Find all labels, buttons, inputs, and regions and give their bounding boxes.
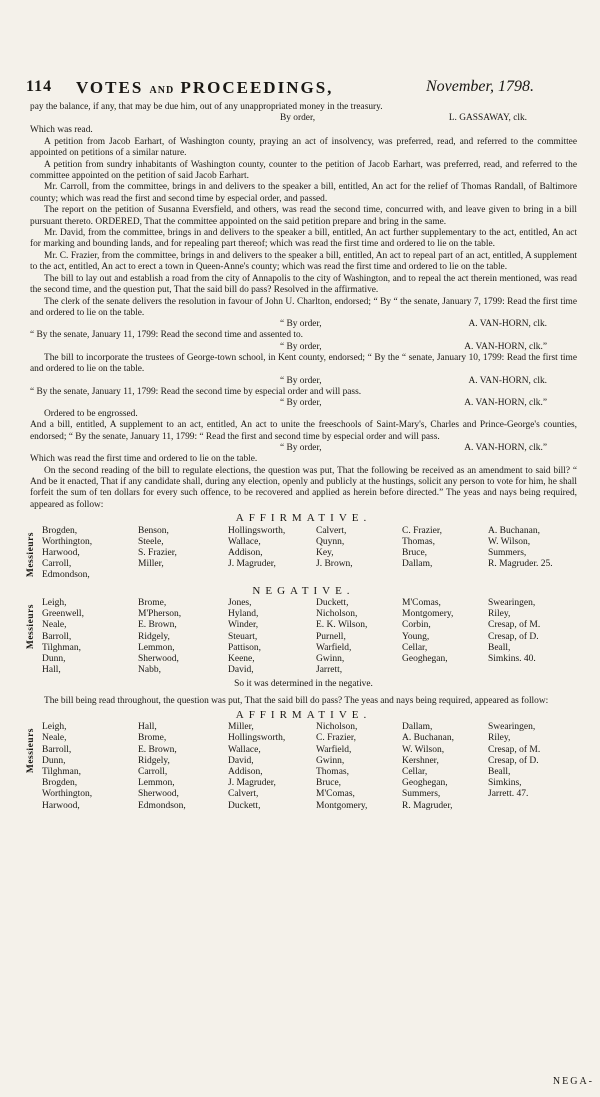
paragraph: pay the balance, if any, that may be due him, out of any unappropriated money in the treasury. <box>30 102 383 112</box>
voter-name: Lemmon, <box>138 778 175 789</box>
signature-line <box>30 443 577 454</box>
voter-name: Miller, <box>228 722 254 733</box>
voter-name: Beall, <box>488 642 511 653</box>
vote-column <box>488 598 540 665</box>
affirmative-heading: AFFIRMATIVE. <box>235 512 372 525</box>
voter-name: Neale, <box>42 733 67 744</box>
voter-name: Cellar, <box>402 767 428 778</box>
voter-name: Riley, <box>488 733 511 744</box>
voter-name: Jones, <box>228 598 252 608</box>
voter-name: Harwood, <box>42 548 80 558</box>
vote-result: So it was determined in the negative. <box>234 679 373 689</box>
affirmative-heading: AFFIRMATIVE. <box>235 708 372 721</box>
messieurs-label: Messieurs <box>26 531 36 577</box>
voter-name: W. Wilson, <box>402 744 445 755</box>
voter-name: Key, <box>316 548 334 558</box>
voter-name: Riley, <box>488 609 511 620</box>
paragraph: “ By the senate, January 11, 1799: Read the second time and assented to. <box>30 330 304 341</box>
voter-name: Pattison, <box>228 642 261 653</box>
signature: L. GASSAWAY, clk. <box>448 113 527 124</box>
voter-name: M'Pherson, <box>138 609 182 620</box>
voter-name: Benson, <box>138 525 169 536</box>
paragraph: A petition from sundry inhabitants of Washington county, counter to the petition of Jacob Earhart, was preferred, read, and referred to the committee appointed on the petition of said Jacob Earhart. <box>30 159 577 182</box>
by-order: “ By order, <box>280 341 322 352</box>
voter-name: Cellar, <box>402 642 428 653</box>
voter-name: Brome, <box>138 733 167 744</box>
voter-name: Barroll, <box>42 744 72 755</box>
voter-name: Harwood, <box>42 800 80 811</box>
voter-name: Edmondson, <box>138 800 186 811</box>
voter-name: Jarrett. 47. <box>488 789 529 800</box>
voter-name: Purnell, <box>316 631 346 642</box>
vote-list-negative <box>26 598 577 678</box>
voter-name: Winder, <box>228 620 259 631</box>
voter-name: S. Frazier, <box>138 548 177 558</box>
voter-name: Cresap, of M. <box>488 620 541 631</box>
voter-name: Steuart, <box>228 631 258 642</box>
voter-name: Sherwood, <box>138 789 179 800</box>
document-body <box>26 102 577 814</box>
voter-name: Keene, <box>228 654 255 665</box>
voter-name: Calvert, <box>316 525 347 536</box>
vote-column <box>138 526 177 571</box>
voter-name: Bruce, <box>316 778 342 789</box>
by-order: “ By order, <box>280 397 322 408</box>
voter-name: M'Comas, <box>402 598 441 608</box>
voter-name: Bruce, <box>402 548 428 558</box>
voter-name: C. Frazier, <box>402 525 442 536</box>
paragraph: The bill to lay out and establish a road from the city of Annapolis to the city of Washington, and to repeal the act therein mentioned, was read the second time, and the question put, That the said bill do pass? Resolved in the affirmative. <box>30 273 577 296</box>
negative-heading: NEGATIVE. <box>252 584 355 597</box>
voter-name: Quynn, <box>316 536 345 547</box>
vote-column <box>42 722 92 812</box>
voter-name: R. Magruder. 25. <box>488 559 553 570</box>
messieurs-label: Messieurs <box>26 604 36 650</box>
voter-name: C. Frazier, <box>316 733 356 744</box>
paragraph: A petition from Jacob Earhart, of Washington county, praying an act of insolvency, was preferred, read, and referred to the committee appointed on petitions of a similar nature. <box>30 136 577 159</box>
by-order: By order, <box>280 113 316 124</box>
voter-name: David, <box>228 665 254 676</box>
title-votes: VOTES <box>76 78 144 97</box>
voter-name: Brogden, <box>42 525 78 536</box>
voter-name: Dallam, <box>402 722 433 733</box>
voter-name: Tilghman, <box>42 767 81 778</box>
signature: A. VAN-HORN, clk.” <box>464 341 547 352</box>
vote-column <box>42 526 92 582</box>
voter-name: Geoghegan, <box>402 654 448 665</box>
voter-name: David, <box>228 755 254 766</box>
voter-name: Sherwood, <box>138 654 179 665</box>
vote-column <box>42 598 84 676</box>
voter-name: Cresap, of D. <box>488 755 539 766</box>
voter-name: Duckett, <box>316 598 349 608</box>
page-date: November, 1798. <box>426 78 534 95</box>
paragraph: The bill to incorporate the trustees of George-town school, in Kent county, endorsed; “ By the “ senate, January 10, 1799: Read the first time and ordered to lie on the table. <box>30 352 577 375</box>
voter-name: Duckett, <box>228 800 261 811</box>
voter-name: Montgomery, <box>402 609 454 620</box>
vote-column <box>138 722 186 812</box>
voter-name: Carroll, <box>138 767 168 778</box>
voter-name: Thomas, <box>316 767 349 778</box>
voter-name: Barroll, <box>42 631 72 642</box>
voter-name: Hollingsworth, <box>228 525 286 536</box>
vote-column <box>488 722 540 800</box>
vote-column <box>402 598 453 665</box>
page-title <box>76 78 333 98</box>
vote-column <box>488 526 553 571</box>
voter-name: Addison, <box>228 548 263 558</box>
paragraph: Which was read. <box>30 125 93 136</box>
voter-name: Hall, <box>138 722 157 733</box>
vote-column <box>228 526 285 571</box>
title-and: AND <box>149 85 175 96</box>
voter-name: J. Brown, <box>316 559 353 570</box>
vote-column <box>138 598 181 676</box>
voter-name: Wallace, <box>228 536 261 547</box>
voter-name: Dallam, <box>402 559 433 570</box>
voter-name: J. Magruder, <box>228 559 276 570</box>
voter-name: Leigh, <box>42 722 67 733</box>
voter-name: Hollingsworth, <box>228 733 286 744</box>
voter-name: Nicholson, <box>316 722 358 733</box>
voter-name: Corbin, <box>402 620 431 631</box>
voter-name: Lemmon, <box>138 642 175 653</box>
page-number: 114 <box>26 78 53 95</box>
paragraph: Which was read the first time and ordered to lie on the table. <box>30 454 258 465</box>
voter-name: Brogden, <box>42 778 78 789</box>
voter-name: Geoghegan, <box>402 778 448 789</box>
voter-name: Summers, <box>488 548 527 558</box>
paragraph: Mr. David, from the committee, brings in and delivers to the speaker a bill, entitled, An act further supplementary to the act, entitled, An act for marking and bounding lands, and for repealing part thereof; which was read the first time and ordered to lie on the table. <box>30 228 577 250</box>
catchword: NEGA- <box>552 1076 594 1087</box>
paragraph: The report on the petition of Susanna Eversfield, and others, was read the second time, concurred with, and leave given to bring in a bill pursuant thereto. ORDERED, That the committee appointed on the said petition prepare and bring in the same. <box>30 205 577 227</box>
signature-line <box>30 319 577 330</box>
vote-column <box>402 722 454 812</box>
voter-name: Calvert, <box>228 789 259 800</box>
voter-name: Worthington, <box>42 536 93 547</box>
voter-name: Gwinn, <box>316 654 345 665</box>
messieurs-label: Messieurs <box>26 728 36 774</box>
voter-name: Nicholson, <box>316 609 358 620</box>
voter-name: R. Magruder, <box>402 800 453 811</box>
voter-name: Dunn, <box>42 755 66 766</box>
voter-name: Gwinn, <box>316 755 345 766</box>
by-order: “ By order, <box>280 375 322 386</box>
paragraph: Mr. Carroll, from the committee, brings in and delivers to the speaker a bill, entitled, An act for the relief of Thomas Randall, of Baltimore county; which was read the first and second time by especial order, and passed. <box>30 182 577 204</box>
voter-name: A. Buchanan, <box>402 733 454 744</box>
paragraph: On the second reading of the bill to regulate elections, the question was put, That the following be received as an amendment to said bill? “ And be it enacted, That if any candidate shall, during any election, openly and publicly at the hustings, solicit any person to vote for him, he shall forfeit the sum of ten dollars for every such offence, to be recovered and applied as herein before directed.” The yeas and nays being required, appeared as follow: <box>30 465 577 510</box>
paragraph: The clerk of the senate delivers the resolution in favour of John U. Charlton, endorsed; “ By “ the senate, January 7, 1799: Read the first time and ordered to lie on the table. <box>30 296 577 318</box>
voter-name: Edmondson, <box>42 570 90 581</box>
signature-line <box>30 342 577 353</box>
voter-name: W. Wilson, <box>488 536 531 547</box>
voter-name: Beall, <box>488 767 511 778</box>
vote-column <box>316 722 367 812</box>
voter-name: Kershner, <box>402 755 439 766</box>
vote-column <box>316 526 353 571</box>
signature-line <box>30 376 577 387</box>
by-order: “ By order, <box>280 319 322 330</box>
by-order: “ By order, <box>280 443 322 454</box>
voter-name: E. K. Wilson, <box>316 620 368 631</box>
voter-name: Simkins, <box>488 778 522 789</box>
voter-name: E. Brown, <box>138 744 177 755</box>
voter-name: Cresap, of D. <box>488 631 539 642</box>
vote-list-affirmative-1 <box>26 525 577 584</box>
voter-name: Wallace, <box>228 744 261 755</box>
voter-name: Montgomery, <box>316 800 368 811</box>
voter-name: A. Buchanan, <box>488 525 540 536</box>
voter-name: Brome, <box>138 598 167 608</box>
voter-name: Hyland, <box>228 609 259 620</box>
paragraph: And a bill, entitled, A supplement to an act, entitled, An act to unite the freeschools of Saint-Mary's, Charles and Prince-George's counties, endorsed; “ By the senate, January 11, 1799: “ Read the first and second time by especial order and will pass. <box>30 420 577 442</box>
signature: A. VAN-HORN, clk.” <box>464 443 547 454</box>
voter-name: Jarrett, <box>316 665 343 676</box>
paragraph: The bill being read throughout, the question was put, That the said bill do pass? The yeas and nays being required, appeared as follow: <box>44 696 549 707</box>
voter-name: Hall, <box>42 665 61 676</box>
voter-name: Neale, <box>42 620 67 631</box>
voter-name: Leigh, <box>42 598 67 608</box>
vote-column <box>228 598 261 676</box>
vote-list-affirmative-2 <box>26 722 577 814</box>
voter-name: Thomas, <box>402 536 435 547</box>
voter-name: Swearingen, <box>488 722 536 733</box>
voter-name: J. Magruder, <box>228 778 276 789</box>
voter-name: Nabb, <box>138 665 161 676</box>
voter-name: E. Brown, <box>138 620 177 631</box>
voter-name: Miller, <box>138 559 164 570</box>
paragraph: “ By the senate, January 11, 1799: Read the second time by especial order and will pass. <box>30 386 362 397</box>
signature: A. VAN-HORN, clk.” <box>464 397 547 408</box>
title-proceedings: PROCEEDINGS, <box>180 78 334 97</box>
paragraph: Ordered to be engrossed. <box>44 408 138 419</box>
voter-name: Dunn, <box>42 654 66 665</box>
signature-line <box>30 113 577 125</box>
vote-column <box>228 722 285 812</box>
voter-name: Warfield, <box>316 642 352 653</box>
voter-name: Carroll, <box>42 559 72 570</box>
voter-name: Steele, <box>138 536 164 547</box>
voter-name: Warfield, <box>316 744 352 755</box>
voter-name: Ridgely, <box>138 631 170 642</box>
voter-name: Tilghman, <box>42 642 81 653</box>
signature-line <box>30 398 577 409</box>
paragraph: Mr. C. Frazier, from the committee, brings in and delivers to the speaker a bill, entitled, An act to repeal part of an act, entitled, A supplement to the act, entitled, An act to erect a town in Queen-Anne's county; which was read the first time and ordered to lie on the table. <box>30 250 577 273</box>
voter-name: Young, <box>402 631 430 642</box>
voter-name: Addison, <box>228 767 263 778</box>
voter-name: Swearingen, <box>488 598 536 608</box>
voter-name: Simkins. 40. <box>488 654 536 665</box>
vote-column <box>402 526 442 571</box>
voter-name: Worthington, <box>42 789 93 800</box>
vote-column <box>316 598 367 676</box>
voter-name: M'Comas, <box>316 789 355 800</box>
voter-name: Summers, <box>402 789 441 800</box>
signature: A. VAN-HORN, clk. <box>468 375 547 386</box>
signature: A. VAN-HORN, clk. <box>468 319 547 330</box>
voter-name: Cresap, of M. <box>488 744 541 755</box>
voter-name: Greenwell, <box>42 609 84 620</box>
voter-name: Ridgely, <box>138 755 170 766</box>
